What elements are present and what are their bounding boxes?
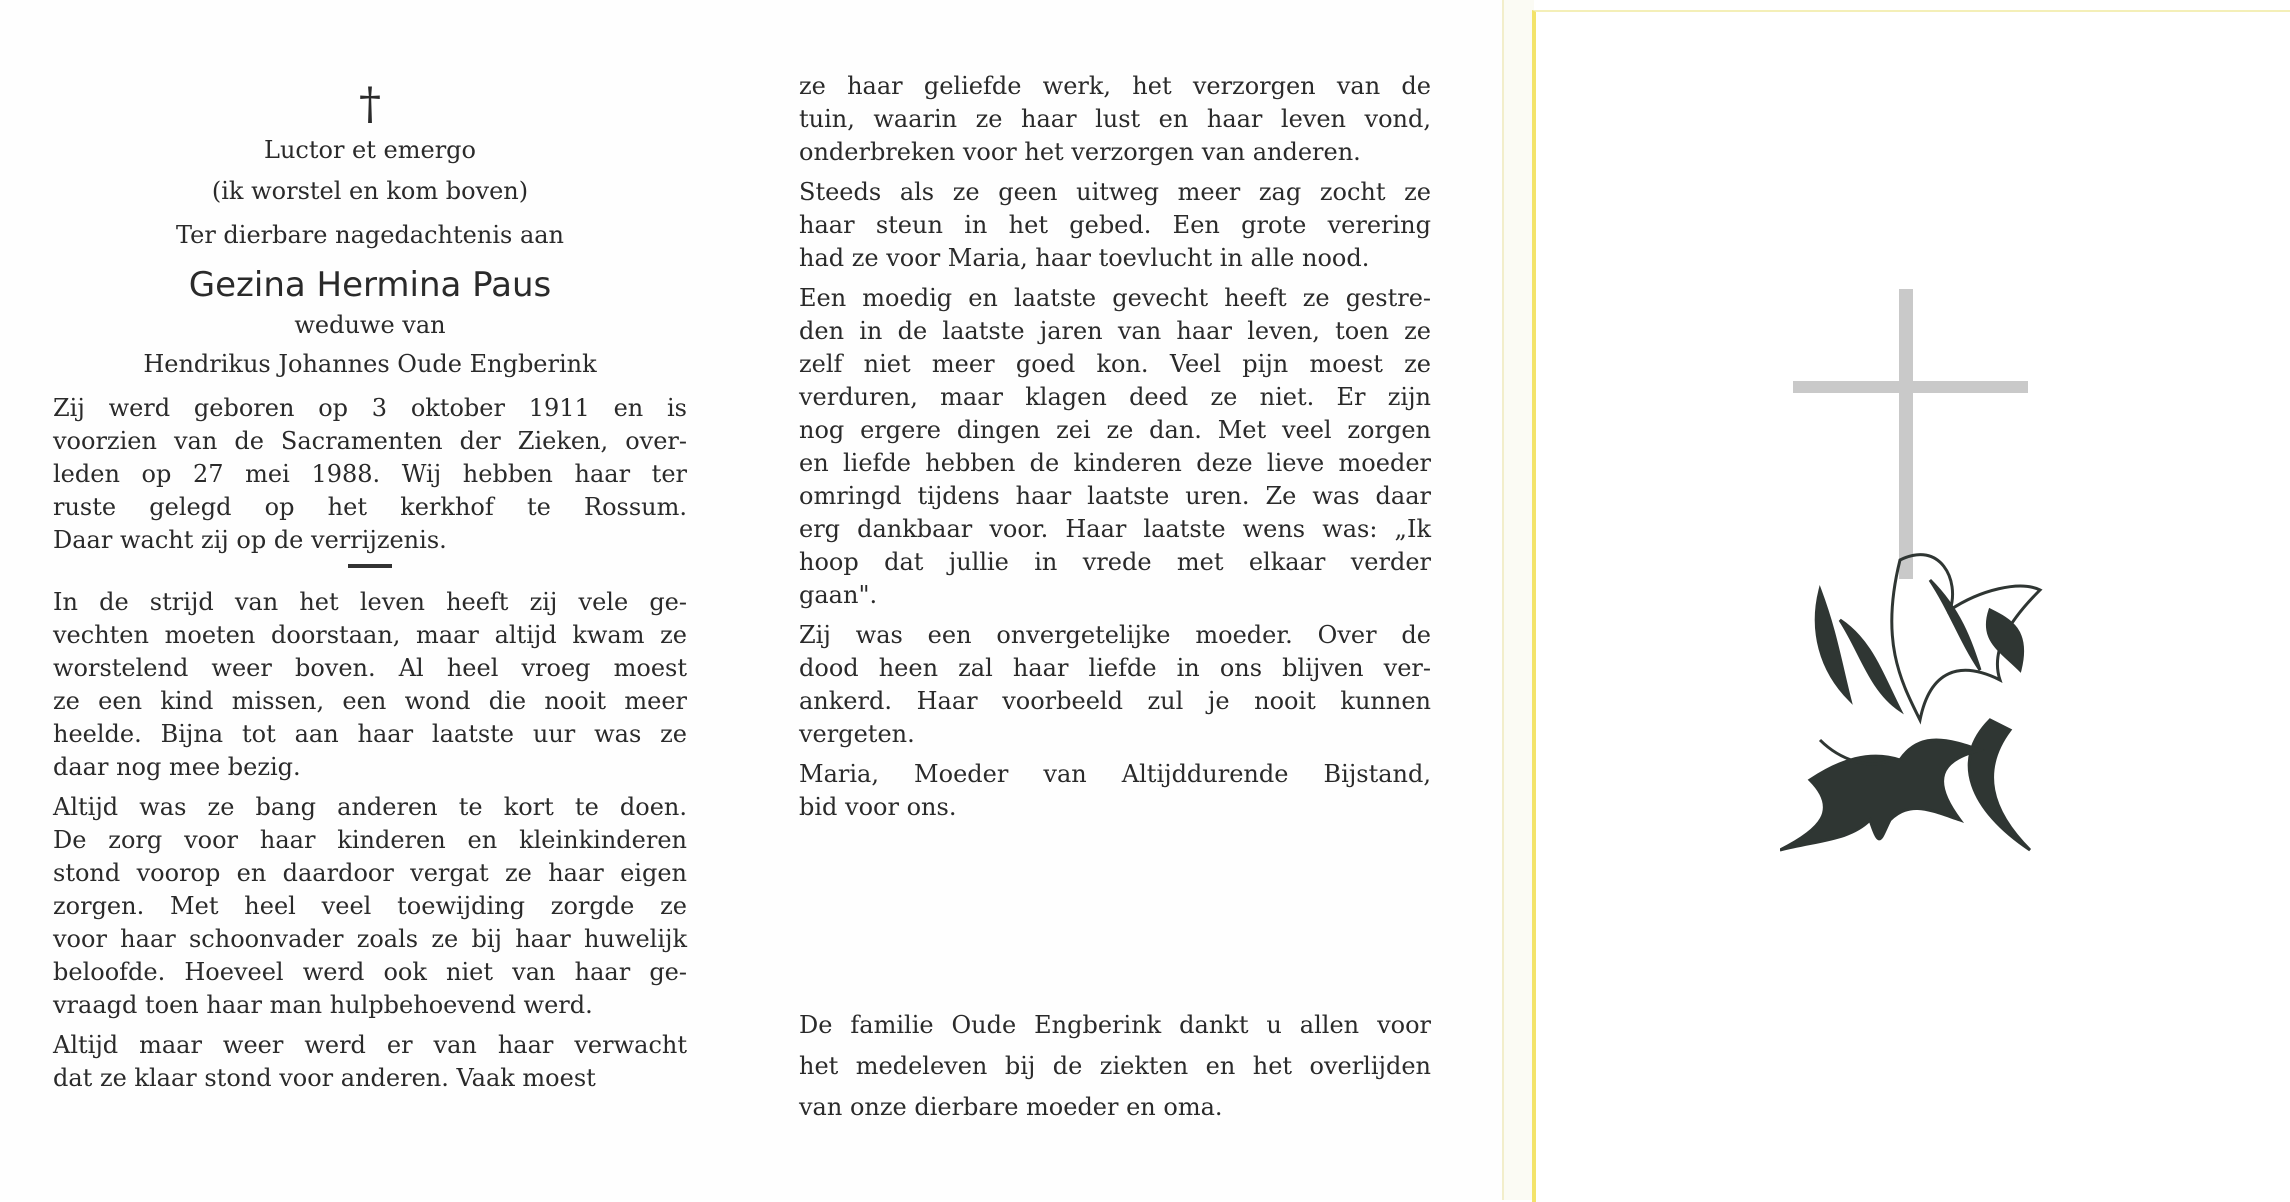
text-line: verduren, maar klagen deed ze niet. Er zijn <box>799 383 1431 411</box>
text-line: leden op 27 mei 1988. Wij hebben haar ter <box>53 460 687 488</box>
text-line: dood heen zal haar liefde in ons blijven ver- <box>799 654 1431 682</box>
paragraph <box>53 392 687 557</box>
text-line: van onze dierbare moeder en oma. <box>799 1093 1223 1121</box>
text-line: Daar wacht zij op de verrijzenis. <box>53 526 447 554</box>
text-line: worstelend weer boven. Al heel vroeg moest <box>53 654 687 682</box>
dedication: Ter dierbare nagedachtenis aan <box>175 221 565 249</box>
text-line: Maria, Moeder van Altijddurende Bijstand, <box>799 760 1431 788</box>
left-column <box>53 80 687 1102</box>
text-line: tuin, waarin ze haar lust en haar leven vond, <box>799 105 1431 133</box>
text-line: ze haar geliefde werk, het verzorgen van de <box>799 72 1431 100</box>
text-line: De familie Oude Engberink dankt u allen voor <box>799 1011 1431 1039</box>
paragraph <box>799 176 1431 275</box>
text-line: vechten moeten doorstaan, maar altijd kwam ze <box>53 621 687 649</box>
text-line: en liefde hebben de kinderen deze lieve moeder <box>799 449 1431 477</box>
text-line: beloofde. Hoeveel werd ook niet van haar ge- <box>53 958 687 986</box>
middle-column <box>799 70 1431 831</box>
text-line: De zorg voor haar kinderen en kleinkinderen <box>53 826 687 854</box>
paragraph <box>799 70 1431 169</box>
text-line: vraagd toen haar man hulpbehoevend werd. <box>53 991 593 1019</box>
text-line: had ze voor Maria, haar toevlucht in alle nood. <box>799 244 1370 272</box>
text-line: voorzien van de Sacramenten der Zieken, over- <box>53 427 687 455</box>
text-line: vergeten. <box>799 720 915 748</box>
silver-cross-bar <box>1793 381 2028 393</box>
text-line: den in de laatste jaren van haar leven, toen ze <box>799 317 1431 345</box>
text-line: ankerd. Haar voorbeeld zul je nooit kunnen <box>799 687 1431 715</box>
text-line: stond voorop en daardoor vergat ze haar eigen <box>53 859 687 887</box>
text-line: hoop dat jullie in vrede met elkaar verder <box>799 548 1431 576</box>
text-line: dat ze klaar stond voor anderen. Vaak moest <box>53 1064 596 1092</box>
text-line: omringd tijdens haar laatste uren. Ze was daar <box>799 482 1431 510</box>
spouse-name: Hendrikus Johannes Oude Engberink <box>143 350 597 378</box>
text-line: erg dankbaar voor. Haar laatste wens was: „Ik <box>799 515 1431 543</box>
text-line: ruste gelegd op het kerkhof te Rossum. <box>53 493 687 521</box>
paragraph <box>53 586 687 784</box>
text-line: heelde. Bijna tot aan haar laatste uur was ze <box>53 720 687 748</box>
text-line: Steeds als ze geen uitweg meer zag zocht ze <box>799 178 1431 206</box>
text-line: nog ergere dingen zei ze dan. Met veel zorgen <box>799 416 1431 444</box>
text-line: Altijd was ze bang anderen te kort te doen. <box>53 793 687 821</box>
paragraph <box>53 1029 687 1095</box>
text-line: onderbreken voor het verzorgen van anderen. <box>799 138 1361 166</box>
paragraph <box>53 791 687 1022</box>
text-line: zelf niet meer goed kon. Veel pijn moest ze <box>799 350 1431 378</box>
text-line: bid voor ons. <box>799 793 957 821</box>
text-line: gaan". <box>799 581 878 609</box>
card-fold <box>1502 0 1534 1200</box>
text-line: ze een kind missen, een wond die nooit meer <box>53 687 687 715</box>
paragraph <box>799 758 1431 824</box>
text-line: zorgen. Met heel veel toewijding zorgde ze <box>53 892 687 920</box>
family-thanks <box>799 1005 1431 1128</box>
text-line: het medeleven bij de ziekten en het overlijden <box>799 1052 1431 1080</box>
paragraph <box>799 619 1431 751</box>
text-line: daar nog mee bezig. <box>53 753 301 781</box>
motto-translation: (ik worstel en kom boven) <box>211 177 529 205</box>
text-line: In de strijd van het leven heeft zij vele ge- <box>53 588 687 616</box>
paragraph <box>799 282 1431 612</box>
text-line: Zij werd geboren op 3 oktober 1911 en is <box>53 394 687 422</box>
text-line: Zij was een onvergetelijke moeder. Over de <box>799 621 1431 649</box>
deceased-name: Gezina Hermina Paus <box>188 265 552 305</box>
text-line: voor haar schoonvader zoals ze bij haar huwelijk <box>53 925 687 953</box>
text-line: haar steun in het gebed. Een grote verering <box>799 211 1431 239</box>
relation: weduwe van <box>294 311 446 339</box>
cross-symbol: † <box>359 79 381 130</box>
motto: Luctor et emergo <box>264 136 476 164</box>
divider <box>348 564 392 568</box>
text-line: Altijd maar weer werd er van haar verwacht <box>53 1031 687 1059</box>
lily-flower-icon <box>1780 520 2060 880</box>
text-line: Een moedig en laatste gevecht heeft ze gestre- <box>799 284 1431 312</box>
